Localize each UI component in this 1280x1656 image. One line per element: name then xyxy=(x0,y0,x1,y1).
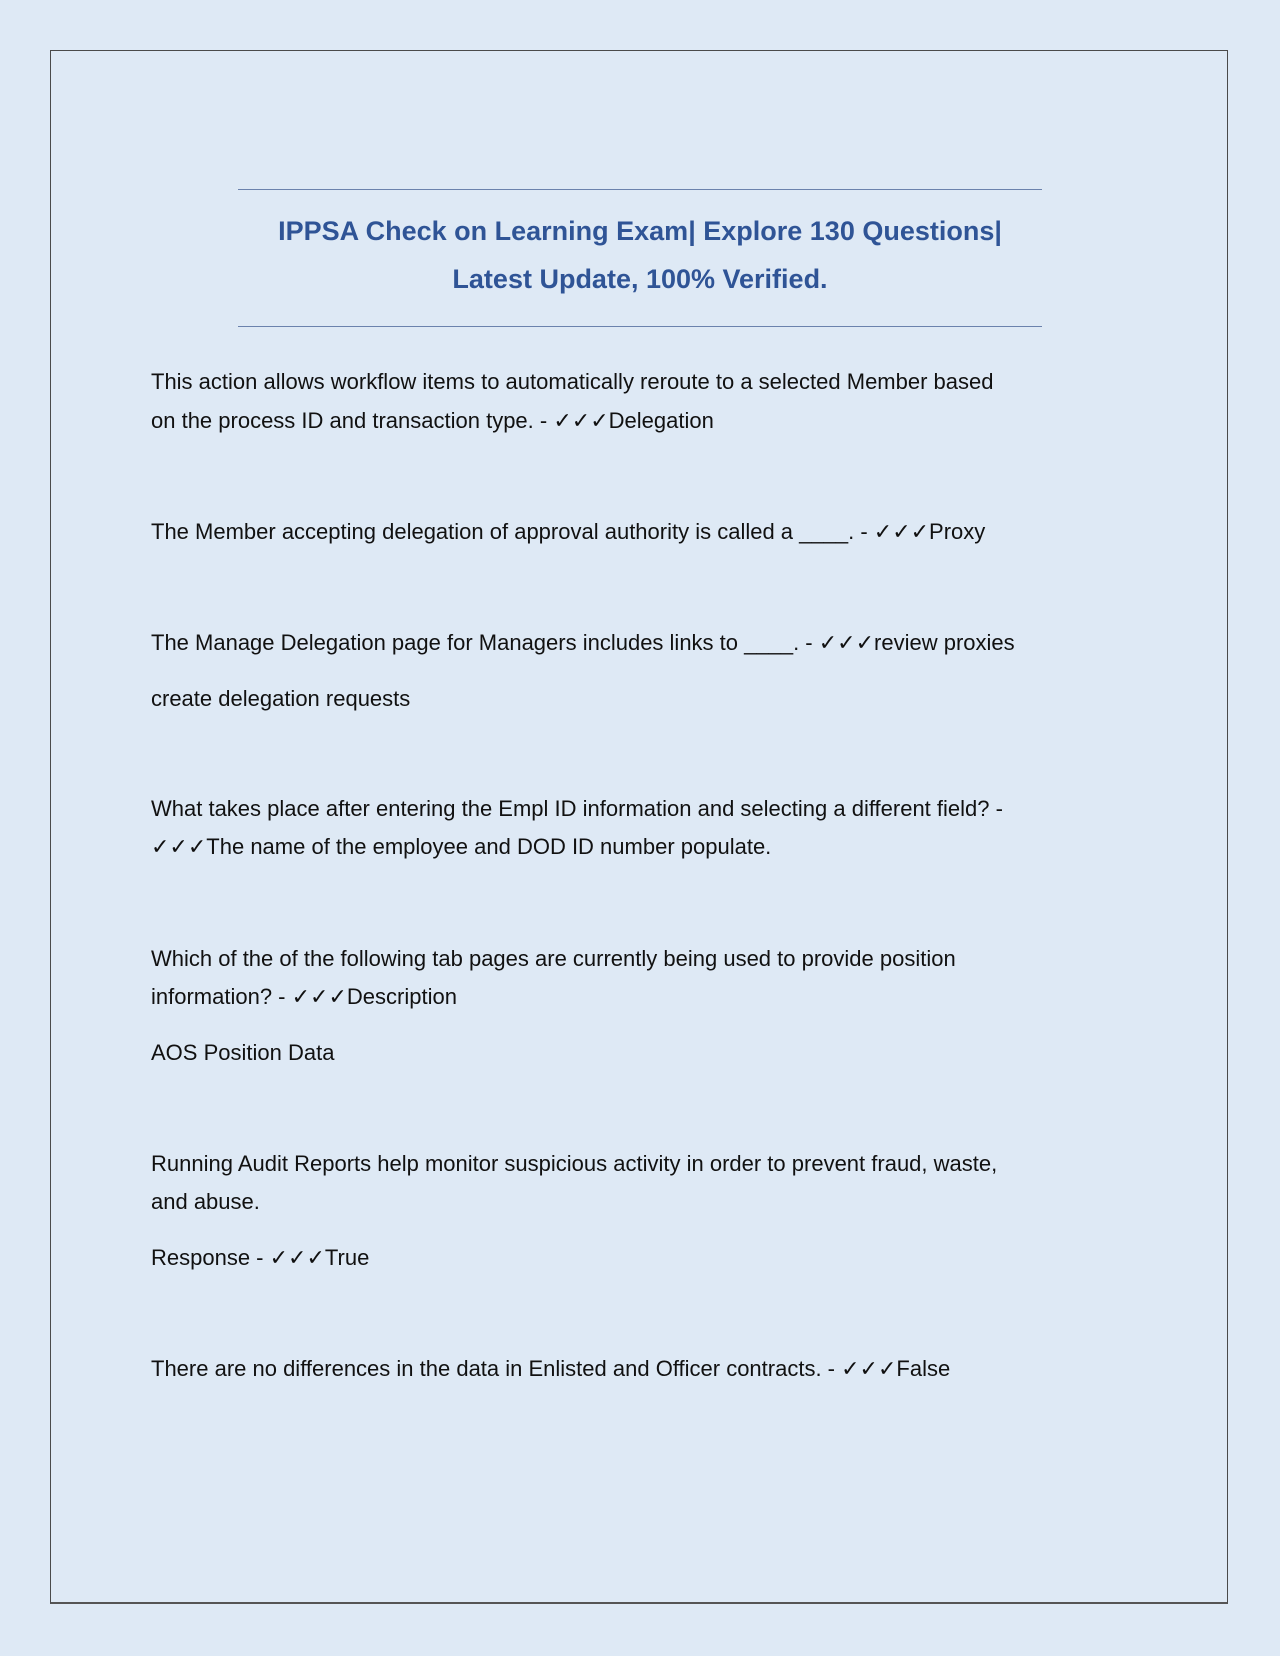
question-5-answer: information? - ✓✓✓Description xyxy=(151,984,457,1009)
question-1-text: This action allows workflow items to automatically reroute to a selected Member based xyxy=(151,369,994,394)
question-4-answer: ✓✓✓The name of the employee and DOD ID number populate. xyxy=(151,834,772,859)
question-6-text: Running Audit Reports help monitor suspicious activity in order to prevent fraud, waste, xyxy=(151,1151,998,1176)
question-5-answer-cont: AOS Position Data xyxy=(151,1040,335,1065)
question-4-text: What takes place after entering the Empl ID information and selecting a different field? - xyxy=(151,796,1003,821)
question-5-text: Which of the of the following tab pages are currently being used to provide position xyxy=(151,946,956,971)
question-6-answer: Response - ✓✓✓True xyxy=(151,1245,370,1270)
question-2-text: The Member accepting delegation of approval authority is called a ____. - ✓✓✓Proxy xyxy=(151,519,986,544)
question-1-answer: on the process ID and transaction type. - ✓✓✓Delegation xyxy=(151,408,714,433)
question-7-text: There are no differences in the data in Enlisted and Officer contracts. - ✓✓✓False xyxy=(151,1356,951,1381)
question-3-text: The Manage Delegation page for Managers includes links to ____. - ✓✓✓review proxies xyxy=(151,630,1015,655)
document-title-line-1: IPPSA Check on Learning Exam| Explore 130 Questions| xyxy=(278,216,1002,246)
question-6-text-cont: and abuse. xyxy=(151,1189,260,1214)
question-3-answer-cont: create delegation requests xyxy=(151,686,411,711)
title-bottom-rule xyxy=(238,326,1042,327)
title-top-rule xyxy=(238,189,1042,190)
document-title-line-2: Latest Update, 100% Verified. xyxy=(452,264,828,294)
